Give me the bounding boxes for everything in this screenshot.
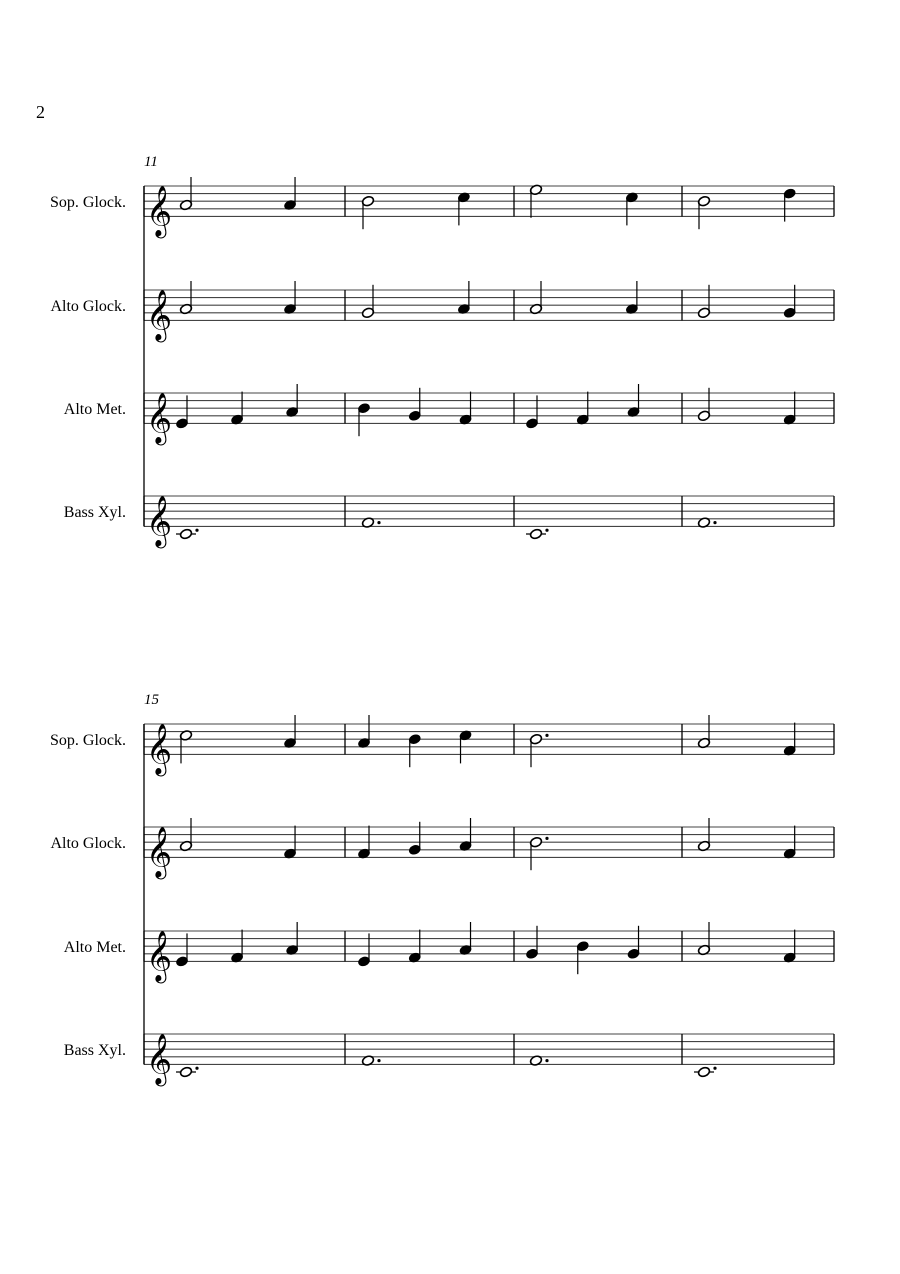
instrument-label: Bass Xyl. [63,504,126,521]
treble-clef-icon: 𝄞 [146,289,173,341]
augmentation-dot [195,1067,198,1070]
treble-clef-icon: 𝄞 [146,185,173,237]
instrument-label: Alto Met. [63,939,126,956]
dotted-half-note [179,528,192,540]
instrument-label: Alto Glock. [50,298,126,315]
augmentation-dot [545,529,548,532]
dotted-half-note [529,528,542,540]
treble-clef-icon: 𝄞 [146,392,173,444]
augmentation-dot [713,521,716,524]
treble-clef-icon: 𝄞 [146,826,173,878]
measure-number: 15 [144,692,159,708]
treble-clef-icon: 𝄞 [146,930,173,982]
augmentation-dot [377,521,380,524]
instrument-label: Sop. Glock. [50,732,126,749]
instrument-label: Sop. Glock. [50,194,126,211]
measure-number: 11 [144,154,158,170]
dotted-half-note [697,1066,710,1078]
augmentation-dot [545,837,548,840]
instrument-label: Bass Xyl. [63,1042,126,1059]
treble-clef-icon: 𝄞 [146,495,173,547]
dotted-half-note [179,1066,192,1078]
treble-clef-icon: 𝄞 [146,1033,173,1085]
instrument-label: Alto Met. [63,401,126,418]
treble-clef-icon: 𝄞 [146,723,173,775]
augmentation-dot [377,1059,380,1062]
augmentation-dot [545,734,548,737]
augmentation-dot [545,1059,548,1062]
instrument-label: Alto Glock. [50,835,126,852]
augmentation-dot [713,1067,716,1070]
page-number: 2 [36,102,45,122]
augmentation-dot [195,529,198,532]
